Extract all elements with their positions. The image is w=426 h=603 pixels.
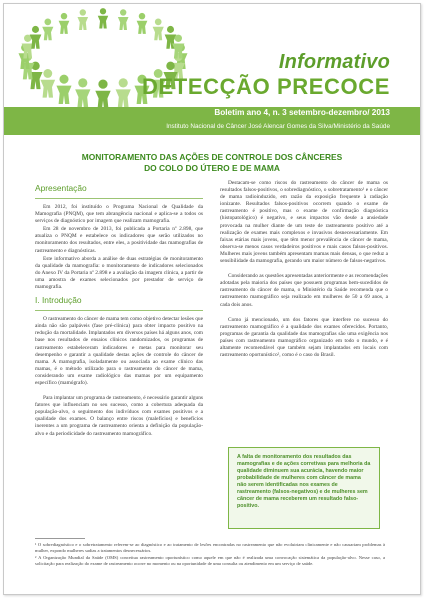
header xyxy=(4,4,420,142)
newsletter-page xyxy=(3,3,421,595)
right-column xyxy=(220,180,388,360)
person-figure-icon xyxy=(77,9,88,30)
paragraph: Destacam-se como riscos do rastreamento do câncer de mama os resultados falsos-positivos, o sobrediagnóstico, o sobretratamento¹ e o câncer de mama radioinduzido, em razão da exposição frequente à radiação ionizante. Resultados falsos-positivos ocorrem quando o exame de rastreamento é positivo, mas o exame de confirmação diagnóstica (histopatológico) é negativo, e seus impactos vão desde a ansiedade provocada na mulher diante de um teste de rastreamento positivo até a realização de exames mais complexos e invasivos desnecessariamente. Em faixas etárias mais jovens, que têm menor prevalência de câncer de mama, observa-se menos casos verdadeiros positivos e mais casos falsos-positivos. Mulheres mais jovens também apresentam mamas mais densas, o que reduz a sensibilidade da mamografia, gerando um maior número de falsos-negativos. xyxy=(220,180,388,265)
article-title xyxy=(44,152,380,173)
paragraph: Em 28 de novembro de 2013, foi publicada a Portaria nº 2.898, que atualiza o PNQM e estabelece os indicadores que serão utilizados no monitoramento dos resultados, entre eles, a positividade das mamografias de rastreamento e diagnósticas. xyxy=(35,226,203,254)
section-heading-introducao: I. Introdução xyxy=(35,295,82,306)
issue-info: Boletim ano 4, n. 3 setembro-dezembro/ 2013 xyxy=(214,108,390,117)
paragraph: Em 2012, foi instituído o Programa Nacional de Qualidade da Mamografia (PNQM), que tem abrangência nacional e aplica-se a todos os serviços de diagnóstico por imagem que realizam mamografia. xyxy=(35,204,203,225)
paragraph: Este informativo aborda a análise de duas estratégias de monitoramento da qualidade da mamografia: o monitoramento de indicadores selecionados do Anexo IV da Portaria nº 2.898 e a avaliação da imagem clínica, a partir de uma amostra de exames selecionados por prestador de serviço de mamografia. xyxy=(35,255,203,291)
person-figure-icon xyxy=(42,19,53,41)
paragraph: Como já mencionado, um dos fatores que interfere no sucesso do rastreamento mamográfico é a qualidade dos exames oferecidos. Portanto, programas de garantia da qualidade das mamografias são uma exigência nos países com rastreamento mamográfico organizado em todo o mundo, e é altamente recomendável que também sejam implantados em locais com rastreamento oportunístico², como é o caso do Brasil. xyxy=(220,316,388,359)
footnote-1: ¹ O sobrediagnóstico e o sobretratamento referem-se ao diagnóstico e ao tratamento de lesões encontradas no rastreamento que não evoluiriam clinicamente e não causariam problemas à mulher, expondo mulheres sadias a tratamentos desnecessários. xyxy=(35,542,385,554)
left-column xyxy=(35,180,203,439)
newsletter-title: DETECÇÃO PRECOCE xyxy=(142,74,390,99)
person-figure-icon xyxy=(137,13,148,34)
institute-name: Instituto Nacional de Câncer José Alencar Gomes da Silva/Ministério da Saúde xyxy=(166,123,390,130)
person-figure-icon xyxy=(98,8,109,28)
person-figure-icon xyxy=(118,9,129,30)
highlight-text: A falta de monitoramento dos resultados das mamografias e de ações corretivas para melhoria da qualidade diminuem sua acurácia, havendo maior probabilidade de mulheres com câncer de mama não serem identificadas nos exames de rastreamento (falsos-negativos) e de mulheres sem câncer de mama receberem um resultado falso-positivo. xyxy=(237,454,371,510)
person-figure-icon xyxy=(153,19,164,41)
paragraph: O rastreamento do câncer de mama tem como objetivo detectar lesões que ainda não são palpáveis (fase pré-clínica) para obter impacto positivo na redução da mortalidade. Implantados em diversos países há alguns anos, com base nos resultados de ensaios clínicos randomizados, os programas de rastreamento estabeleceram indicadores e metas para monitorar seu desempenho e garantir a qualidade destas ações de controle do câncer de mama. A mamografia, isoladamente ou associada ao exame clínico das mamas, é o método utilizado para o rastreamento do câncer de mama, considerando um exame radiológico das mamas por um equipamento específico (mamógrafo). xyxy=(35,316,204,386)
section-heading-apresentacao: Apresentação xyxy=(35,183,87,193)
footnotes xyxy=(35,542,385,568)
paragraph: Para implantar um programa de rastreamento, é necessário garantir alguns fatores que influenciam no seu sucesso, como a cobertura adequada da população-alvo, o seguimento dos indivíduos com exames positivos e a qualidade dos exames. O balanço entre riscos (malefícios) e benefícios inerentes a um programa de rastreamento orienta a definição da população-alvo e da periodicidade do rastreamento mamográfico. xyxy=(35,395,203,437)
footnote-2: ² A Organização Mundial da Saúde (OMS) conceitua rastreamento oportunístico como aquele em que não é realizada uma convocação sistemática da população-alvo. Nesse caso, a solicitação para realização do exame de rastreamento ocorre no momento ou na oportunidade de uma consulta ou atendimento em um serviço de saúde. xyxy=(35,555,385,567)
person-figure-icon xyxy=(59,13,70,34)
highlight-box xyxy=(228,447,380,529)
article-title-line-2: DO COLO DO ÚTERO E DE MAMA xyxy=(144,162,280,173)
section-divider xyxy=(35,310,203,311)
paragraph: Considerando as questões apresentadas anteriormente e as recomendações adotadas pela maioria dos países que possuem programas bem-sucedidos de rastreamento do câncer de mama, o Ministério da Saúde recomenda que o rastreamento mamográfico seja realizado em mulheres de 50 a 69 anos, a cada dois anos. xyxy=(220,273,389,308)
newsletter-label: Informativo xyxy=(278,51,390,73)
footnote-divider xyxy=(35,538,85,539)
article-title-line-1: MONITORAMENTO DAS AÇÕES DE CONTROLE DOS CÂNCERES xyxy=(81,152,343,162)
section-divider xyxy=(35,198,203,199)
